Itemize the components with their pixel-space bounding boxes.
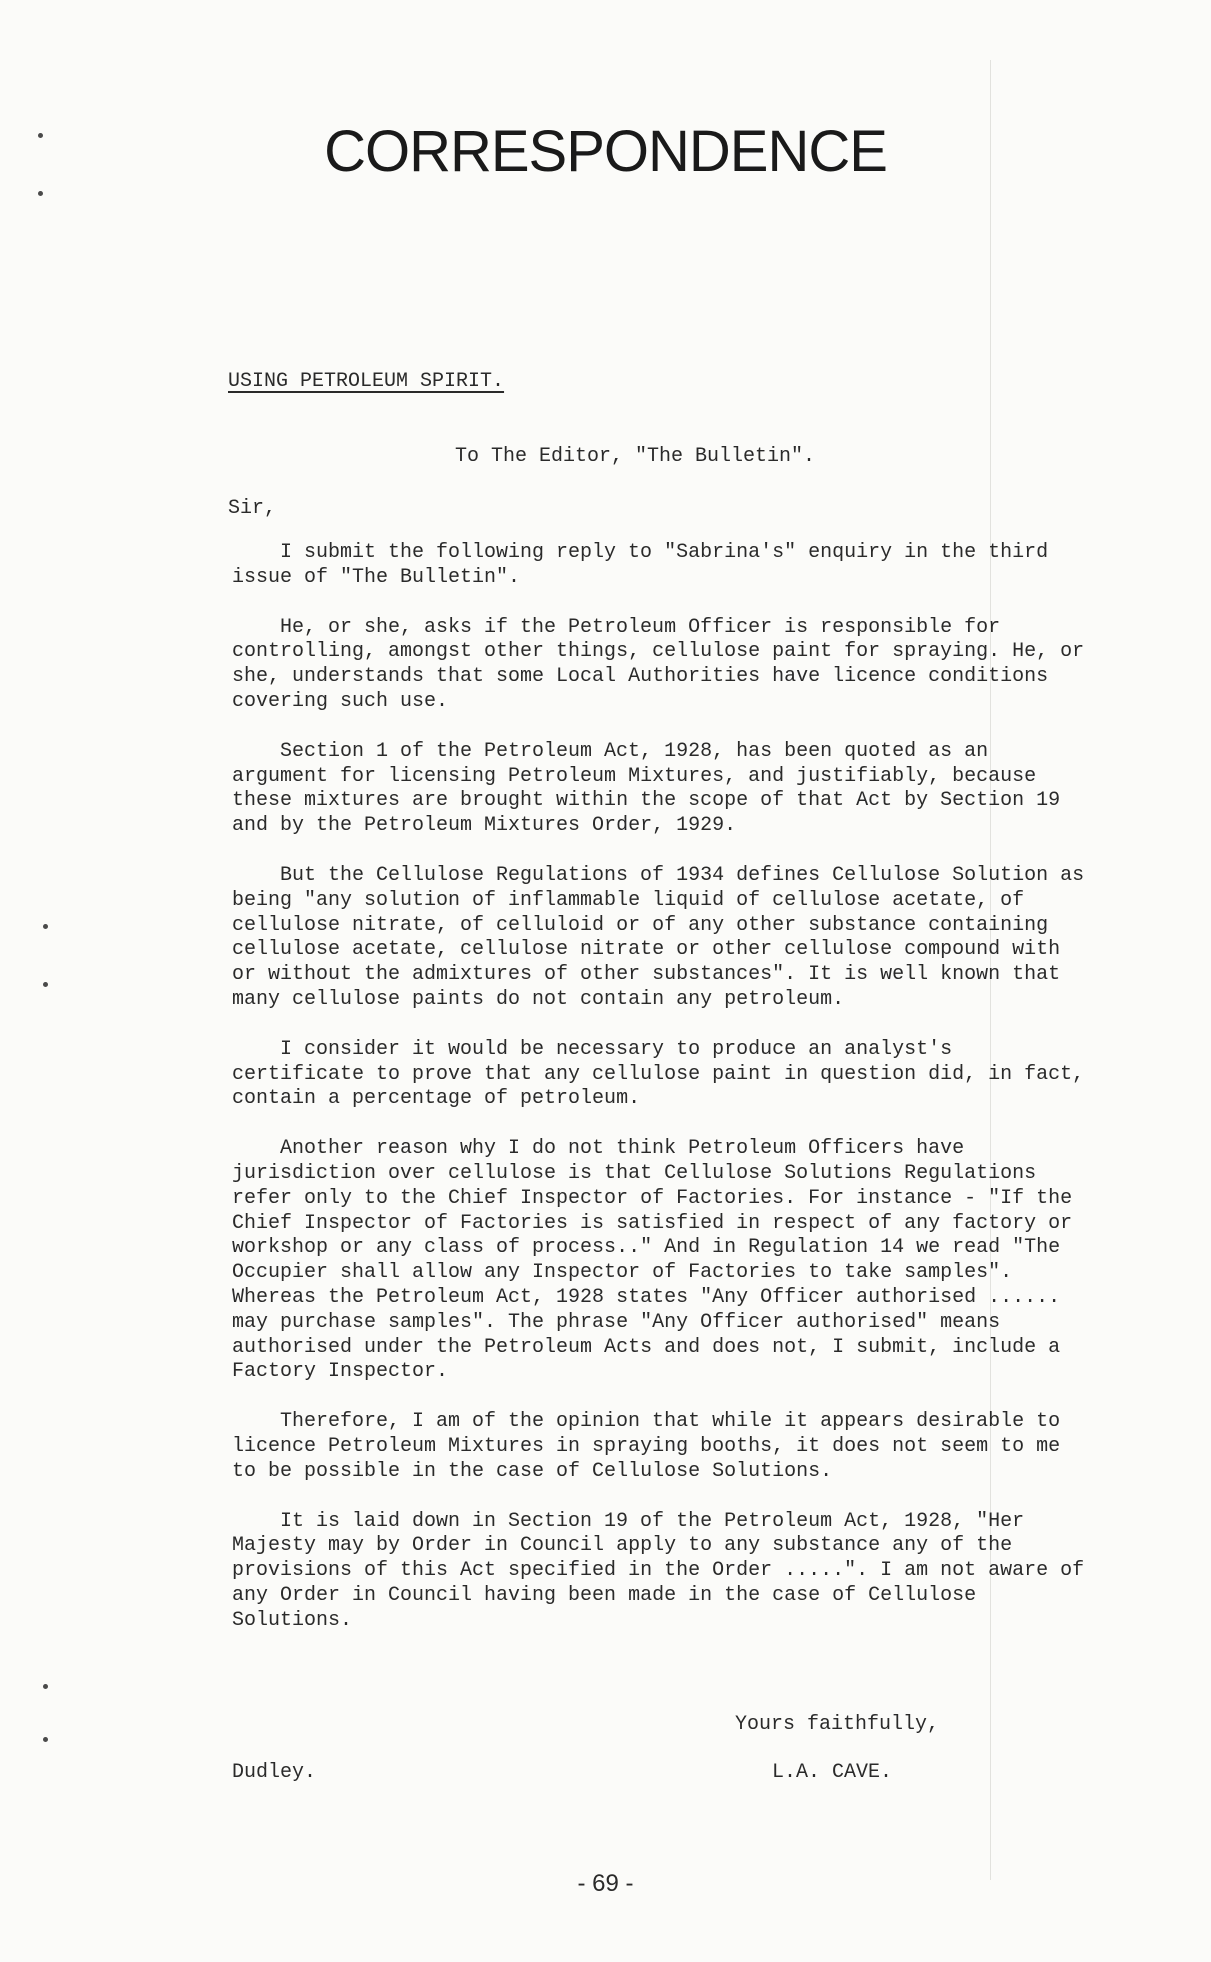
margin-speck [43,1684,48,1689]
letter-subject: USING PETROLEUM SPIRIT. [228,370,505,393]
margin-speck [38,191,43,196]
letter-signature: L.A. CAVE. [772,1761,893,1784]
letter-addressee: To The Editor, "The Bulletin". [455,445,816,468]
page-number: - 69 - [577,1870,634,1897]
letter-paragraph: I consider it would be necessary to produce an analyst's certificate to prove that any cellulose paint in question did, in fact, contain a percentage of petroleum. [232,1037,1085,1111]
margin-speck [43,982,48,987]
letter-paragraph: I submit the following reply to "Sabrina's" enquiry in the third issue of "The Bulletin". [232,541,1049,589]
letter-salutation: Sir, [228,497,277,520]
section-heading: CORRESPONDENCE [324,119,887,184]
letter-paragraph: It is laid down in Section 19 of the Petroleum Act, 1928, "Her Majesty may by Order in Council apply to any substance any of the provisions of this Act specified in the Order .....". I am not aware of any Order in Council having been made in the case of Cellulose Solutions. [232,1509,1085,1632]
letter-body [232,541,1092,1658]
letter-paragraph: But the Cellulose Regulations of 1934 defines Cellulose Solution as being "any solution of inflammable liquid of cellulose acetate, of cellulose nitrate, of celluloid or of any other substance containing cellulose acetate, cellulose nitrate or other cellulose compound with or without the admixtures of other substances". It is well known that many cellulose paints do not contain any petroleum. [232,863,1085,1011]
letter-paragraph: He, or she, asks if the Petroleum Officer is responsible for controlling, amongst other things, cellulose paint for spraying. He, or she, understands that some Local Authorities have licence conditions covering such use. [232,615,1085,713]
letter-paragraph: Another reason why I do not think Petroleum Officers have jurisdiction over cellulose is that Cellulose Solutions Regulations refer only to the Chief Inspector of Factories. For instance - "If the Chief Inspector of Factories is satisfied in respect of any factory or workshop or any class of process.." And in Regulation 14 we read "The Occupier shall allow any Inspector of Factories to take samples". Whereas the Petroleum Act, 1928 states "Any Officer authorised ...... may purchase samples". The phrase "Any Officer authorised" means authorised under the Petroleum Acts and does not, I submit, include a Factory Inspector. [232,1137,1073,1384]
margin-speck [43,924,48,929]
margin-speck [43,1737,48,1742]
letter-paragraph: Therefore, I am of the opinion that while it appears desirable to licence Petroleum Mixtures in spraying booths, it does not seem to me to be possible in the case of Cellulose Solutions. [232,1410,1061,1483]
letter-paragraph: Section 1 of the Petroleum Act, 1928, has been quoted as an argument for licensing Petroleum Mixtures, and justifiably, because these mixtures are brought within the scope of that Act by Section 19 and by the Petroleum Mixtures Order, 1929. [232,739,1061,838]
letter-place: Dudley. [232,1761,317,1784]
letter-closing: Yours faithfully, [735,1713,940,1736]
